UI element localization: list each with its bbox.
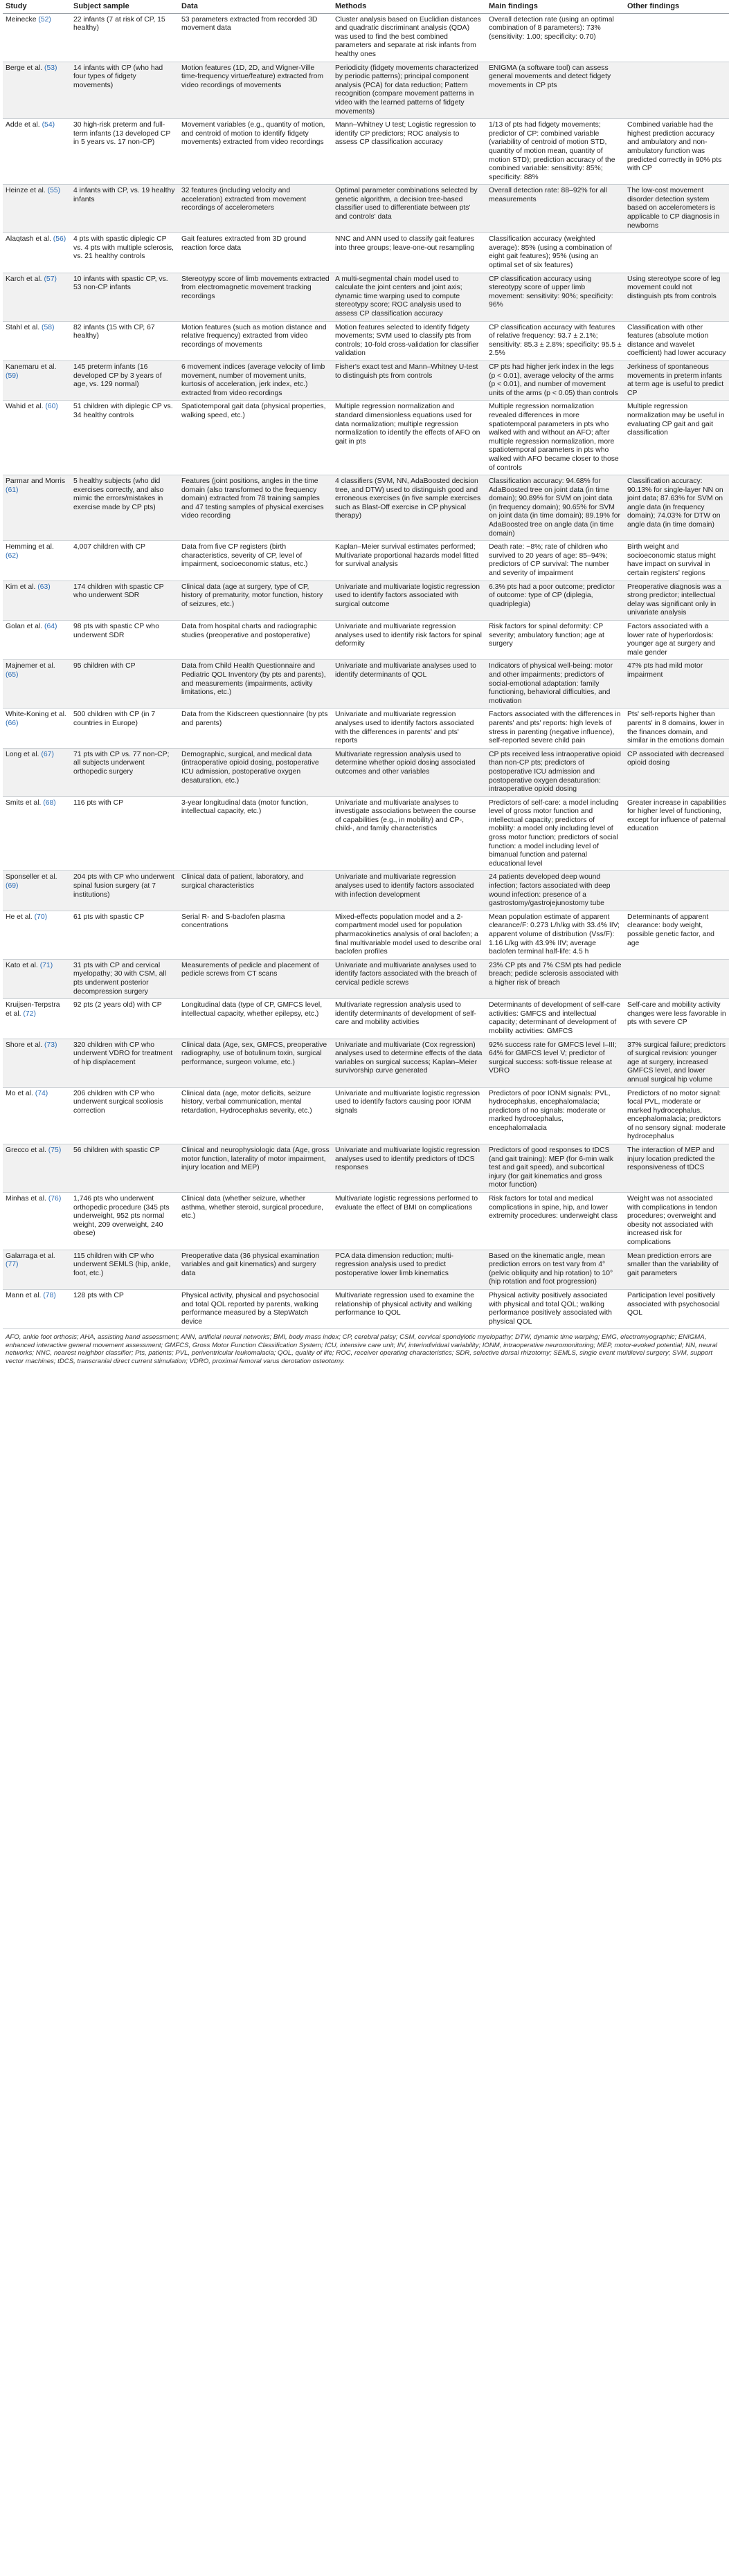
table-row <box>3 13 729 62</box>
study-name: Grecco et al. <box>6 1147 46 1155</box>
reference-link[interactable]: (53) <box>44 64 57 72</box>
cell-main-findings: Determinants of development of self-care activities: GMFCS and intellectual capacity; determinant of development of mobility activities: GMFCS <box>486 999 624 1039</box>
cell-data: Clinical data (age at surgery, type of CP, history of prematurity, motor function, history of seizures, etc.) <box>179 581 332 620</box>
cell-main-findings: 24 patients developed deep wound infection; factors associated with deep wound infection: presence of a gastrostomy/gastrojejunostomy tube <box>486 871 624 911</box>
table-row <box>3 911 729 959</box>
study-name: Hemming et al. <box>6 543 54 551</box>
study-name: Golan et al. <box>6 623 43 630</box>
cell-study <box>3 321 71 360</box>
cell-methods: Cluster analysis based on Euclidian distances and quadratic discriminant analysis (QDA) was used to find the best combined parameters and separate at risk infants from healthy ones <box>332 13 486 62</box>
cell-other-findings: Predictors of no motor signal: focal PVL, moderate or marked hydrocephalus, encephalomalacia; predictors of no sensory signal: moderate hydrocephalus <box>624 1087 729 1144</box>
cell-main-findings: Classification accuracy (weighted average): 85% (using a combination of eight gait features); 95% (using an optimal set of six features) <box>486 233 624 273</box>
cell-subject-sample: 320 children with CP who underwent VDRO for treatment of hip displacement <box>71 1039 179 1087</box>
cell-data: Motion features (such as motion distance and relative frequency) extracted from video recordings of movements <box>179 321 332 360</box>
reference-link[interactable]: (77) <box>6 1261 19 1269</box>
cell-methods: PCA data dimension reduction; multi-regression analysis used to predict postoperative lower limb kinematics <box>332 1250 486 1289</box>
cell-methods: Periodicity (fidgety movements characterized by periodic patterns); principal component analysis (PCA) for data reduction; Pattern recognition (compare movement patterns in video with the learned patterns of fidgety movements) <box>332 62 486 119</box>
cell-methods: Multivariate regression analysis used to identify determinants of development of self-care and mobility activities <box>332 999 486 1039</box>
cell-other-findings: Mean prediction errors are smaller than the variability of gait parameters <box>624 1250 729 1289</box>
cell-methods: Kaplan–Meier survival estimates performed; Multivariate proportional hazards model fitted for survival analysis <box>332 541 486 581</box>
table-row <box>3 185 729 233</box>
cell-main-findings: Risk factors for spinal deformity: CP severity; ambulatory function; age at surgery <box>486 621 624 660</box>
study-name: Stahl et al. <box>6 323 40 331</box>
cell-subject-sample: 82 infants (15 with CP, 67 healthy) <box>71 321 179 360</box>
cell-other-findings <box>624 871 729 911</box>
cell-study <box>3 1087 71 1144</box>
table-row <box>3 581 729 620</box>
study-name: Majnemer et al. <box>6 662 55 670</box>
cell-data: Stereotypy score of limb movements extracted from electromagnetic movement tracking recordings <box>179 273 332 321</box>
cell-study <box>3 1039 71 1087</box>
reference-link[interactable]: (74) <box>35 1089 48 1097</box>
cell-data: Data from Child Health Questionnaire and Pediatric QOL Inventory (by pts and parents), and measurements (impairments, activity limitations, etc.) <box>179 660 332 709</box>
study-name: Mann et al. <box>6 1291 42 1299</box>
table-row <box>3 959 729 998</box>
cell-other-findings: Multiple regression normalization may be useful in evaluating CP gait and gait classification <box>624 401 729 475</box>
cell-methods: A multi-segmental chain model used to calculate the joint centers and joint axis; dynamic time warping used to compute stereotypy score; ROC analysis used to assess CP classification accuracy <box>332 273 486 321</box>
cell-data: Data from the Kidscreen questionnaire (by pts and parents) <box>179 709 332 748</box>
cell-main-findings: ENIGMA (a software tool) can assess general movements and detect fidgety movements in CP pts <box>486 62 624 119</box>
study-name: Adde et al. <box>6 121 40 129</box>
cell-methods: Multivariate regression used to examine the relationship of physical activity and walking performance to QOL <box>332 1289 486 1328</box>
cell-subject-sample: 116 pts with CP <box>71 796 179 871</box>
cell-study <box>3 1289 71 1328</box>
table-row <box>3 1144 729 1193</box>
cell-subject-sample: 95 children with CP <box>71 660 179 709</box>
cell-study <box>3 273 71 321</box>
reference-link[interactable]: (72) <box>23 1010 36 1018</box>
table-row <box>3 709 729 748</box>
table-header-row <box>3 0 729 13</box>
cell-main-findings: CP classification accuracy using stereotypy score of upper limb movement: sensitivity: 90%; specificity: 96% <box>486 273 624 321</box>
cell-other-findings: The low-cost movement disorder detection system based on accelerometers is applicable to CP diagnosis in newborns <box>624 185 729 233</box>
reference-link[interactable]: (73) <box>44 1041 57 1049</box>
cell-main-findings: Physical activity positively associated with physical and total QOL; walking performance positively associated with physical QOL <box>486 1289 624 1328</box>
study-name: Sponseller et al. <box>6 873 57 881</box>
cell-main-findings: Predictors of poor IONM signals: PVL, hydrocephalus, encephalomalacia; predictors of no signals: moderate or marked hydrocephalus, encephalomalacia <box>486 1087 624 1144</box>
cell-other-findings: 37% surgical failure; predictors of surgical revision: younger age at surgery, increased GMFCS level, and lower annual surgical hip volume <box>624 1039 729 1087</box>
cell-study <box>3 401 71 475</box>
table-row <box>3 541 729 581</box>
cell-study <box>3 119 71 185</box>
cell-subject-sample: 4 infants with CP, vs. 19 healthy infants <box>71 185 179 233</box>
cell-data: Clinical data of patient, laboratory, and surgical characteristics <box>179 871 332 911</box>
reference-link[interactable]: (75) <box>48 1147 62 1155</box>
cell-data: Clinical and neurophysiologic data (Age, gross motor function, laterality of motor impairment, injury location and MEP) <box>179 1144 332 1193</box>
cell-other-findings: Jerkiness of spontaneous movements in preterm infants at term age is useful to predict CP <box>624 360 729 400</box>
cell-subject-sample: 4 pts with spastic diplegic CP vs. 4 pts with multiple sclerosis, vs. 21 healthy controls <box>71 233 179 273</box>
cell-data: Spatiotemporal gait data (physical properties, walking speed, etc.) <box>179 401 332 475</box>
cell-data: 3-year longitudinal data (motor function, intellectual capacity, etc.) <box>179 796 332 871</box>
cell-data: Features (joint positions, angles in the time domain (also transformed to the frequency domain) extracted from 78 training samples and 47 testing samples of physical exercises video recording <box>179 475 332 541</box>
study-name: Alaqtash et al. <box>6 235 51 244</box>
cell-subject-sample: 31 pts with CP and cervical myelopathy; 30 with CSM, all pts underwent posterior decompression surgery <box>71 959 179 998</box>
study-name: Berge et al. <box>6 64 43 72</box>
cell-subject-sample: 71 pts with CP vs. 77 non-CP; all subjects underwent orthopedic surgery <box>71 748 179 796</box>
study-name: Kruijsen-Terpstra et al. <box>6 1001 60 1018</box>
cell-main-findings: Multiple regression normalization revealed differences in more spatiotemporal parameters in pts who walked with and without an AFO; after multiple regression normalization, more spatiotemporal parameters in pts who walked with AFO became closer to those of controls <box>486 401 624 475</box>
cell-data: Clinical data (whether seizure, whether asthma, whether steroid, surgical procedure, etc.) <box>179 1193 332 1250</box>
cell-other-findings: 47% pts had mild motor impairment <box>624 660 729 709</box>
cell-other-findings: Using stereotype score of leg movement could not distinguish pts from controls <box>624 273 729 321</box>
cell-methods: Motion features selected to identify fidgety movements; SVM used to classify pts from controls; 10-fold cross-validation for classifier validation <box>332 321 486 360</box>
reference-link[interactable]: (68) <box>43 798 56 807</box>
reference-link[interactable]: (69) <box>6 882 19 890</box>
cell-main-findings: Overall detection rate (using an optimal combination of 8 parameters): 73% (sensitivity: 1.00; specificity: 0.70) <box>486 13 624 62</box>
study-name: Meinecke <box>6 15 37 24</box>
reference-link[interactable]: (63) <box>37 583 51 591</box>
cell-methods: Univariate and multivariate regression analyses used to identify factors associated with the differences in parents' and pts' reports <box>332 709 486 748</box>
table-row <box>3 119 729 185</box>
cell-other-findings: The interaction of MEP and injury location predicted the responsiveness of tDCS <box>624 1144 729 1193</box>
table-row <box>3 475 729 541</box>
cell-data: Demographic, surgical, and medical data (intraoperative opioid dosing, postoperative ICU admission, postoperative oxygen desaturation, etc.) <box>179 748 332 796</box>
reference-link[interactable]: (61) <box>6 486 19 494</box>
cell-other-findings: Self-care and mobility activity changes were less favorable in pts with severe CP <box>624 999 729 1039</box>
cell-main-findings: Based on the kinematic angle, mean prediction errors on test vary from 4° (pelvic obliquity and hip rotation) to 10° (hip rotation and foot progression) <box>486 1250 624 1289</box>
cell-subject-sample: 10 infants with spastic CP, vs. 53 non-CP infants <box>71 273 179 321</box>
table-row <box>3 999 729 1039</box>
cell-methods: Univariate and multivariate regression analyses used to identify factors associated with infection development <box>332 871 486 911</box>
cell-data: Data from hospital charts and radiographic studies (preoperative and postoperative) <box>179 621 332 660</box>
cell-study <box>3 185 71 233</box>
cell-main-findings: Mean population estimate of apparent clearance/F: 0.273 L/h/kg with 33.4% IIV; apparent volume of distribution (Vss/F): 1.16 L/kg with 43.9% IIV; average baclofen terminal half-life: 4.5 h <box>486 911 624 959</box>
table-row <box>3 1193 729 1250</box>
cell-main-findings: 6.3% pts had a poor outcome; predictor of outcome: type of CP (diplegia, quadriplegia) <box>486 581 624 620</box>
cell-methods: NNC and ANN used to classify gait features into three groups; leave-one-out resampling <box>332 233 486 273</box>
cell-main-findings: Predictors of good responses to tDCS (and gait training): MEP (for 6-min walk test and gait speed), and subcortical injury (for gait kinematics and gross motor function) <box>486 1144 624 1193</box>
table-row <box>3 233 729 273</box>
cell-methods: Mixed-effects population model and a 2-compartment model used for population pharmacokinetics analysis of oral baclofen; a final multivariable model used to describe oral baclofen profiles <box>332 911 486 959</box>
study-name: Kato et al. <box>6 961 38 969</box>
reference-link[interactable]: (65) <box>6 670 19 679</box>
table-row <box>3 796 729 871</box>
cell-other-findings: CP associated with decreased opioid dosing <box>624 748 729 796</box>
cell-subject-sample: 145 preterm infants (16 developed CP by 3 years of age, vs. 129 normal) <box>71 360 179 400</box>
header-methods: Methods <box>332 0 486 13</box>
reference-link[interactable]: (67) <box>41 750 54 758</box>
study-name: Galarraga et al. <box>6 1252 55 1260</box>
study-name: Parmar and Morris <box>6 477 66 486</box>
cell-study <box>3 959 71 998</box>
reference-link[interactable]: (57) <box>44 275 57 283</box>
study-name: White-Koning et al. <box>6 711 66 719</box>
cell-methods: Univariate and multivariate logistic regression used to identify factors associated with surgical outcome <box>332 581 486 620</box>
cell-subject-sample: 98 pts with spastic CP who underwent SDR <box>71 621 179 660</box>
cell-subject-sample: 4,007 children with CP <box>71 541 179 581</box>
study-name: Mo et al. <box>6 1089 33 1097</box>
cell-main-findings: CP classification accuracy with features of relative frequency: 93.7 ± 2.1%; sensitivity: 85.3 ± 2.8%; specificity: 95.5 ± 2.5% <box>486 321 624 360</box>
cell-other-findings: Determinants of apparent clearance: body weight, possible genetic factor, and age <box>624 911 729 959</box>
table-row <box>3 1250 729 1289</box>
cell-data: Movement variables (e.g., quantity of motion, and centroid of motion to identify fidgety movements) extracted from video recordings <box>179 119 332 185</box>
cell-subject-sample: 128 pts with CP <box>71 1289 179 1328</box>
cell-other-findings: Weight was not associated with complications in tendon procedures; overweight and obesity not associated with increased risk for complications <box>624 1193 729 1250</box>
abbreviations-footnote: AFO, ankle foot orthosis; AHA, assisting hand assessment; ANN, artificial neural networks; BMI, body mass index; CP, cerebral palsy; CSM, cervical spondylotic myelopathy; DTW, dynamic time warping; EMG, electromyographic; ENIGMA, enhanced interactive general movement assessment; GMFCS, Gross Motor Function Classification System; ICU, intensive care unit; IIV, interindividual variability; IONM, intraoperative neuromonitoring; MEP, motor-evoked potential; NN, neural networks; NNC, nearest neighbor classifier; Pts, patients; PVL, periventricular leukomalacia; QOL, quality of life; ROC, receiver operating characteristics; SDR, selective dorsal rhizotomy; SEMLS, single event multilevel surgery; SVM, support vector machines; tDCS, transcranial direct current stimulation; VDRO, proximal femoral varus derotation osteotomy. <box>6 1333 718 1365</box>
cell-data: 53 parameters extracted from recorded 3D movement data <box>179 13 332 62</box>
cell-methods: Univariate and multivariate (Cox regression) analyses used to determine effects of the data variables on surgical success; Kaplan–Meier survivorship curve generated <box>332 1039 486 1087</box>
cell-methods: Univariate and multivariate regression analyses used to identify risk factors for spinal deformity <box>332 621 486 660</box>
cell-main-findings: Predictors of self-care: a model including level of gross motor function and intellectual capacity; predictors of mobility: a model only including level of gross motor function; predictors of social function: a model including level of bimanual function and paternal educational level <box>486 796 624 871</box>
header-study: Study <box>3 0 71 13</box>
header-main-findings: Main findings <box>486 0 624 13</box>
cell-study <box>3 999 71 1039</box>
cell-methods: Multivariate regression analysis used to determine whether opioid dosing associated outcomes and other variables <box>332 748 486 796</box>
reference-link[interactable]: (60) <box>45 403 58 411</box>
cell-other-findings <box>624 959 729 998</box>
cell-study <box>3 475 71 541</box>
cell-main-findings: Factors associated with the differences in parents' and pts' reports: high levels of stress in parenting (negative influence), self-reported severe child pain <box>486 709 624 748</box>
cell-other-findings <box>624 62 729 119</box>
reference-link[interactable]: (56) <box>53 235 66 244</box>
study-name: Minhas et al. <box>6 1195 46 1203</box>
cell-data: Gait features extracted from 3D ground reaction force data <box>179 233 332 273</box>
cell-methods: Optimal parameter combinations selected by genetic algorithm, a decision tree-based classifier used to differentiate between pts' and controls' data <box>332 185 486 233</box>
cell-data: Motion features (1D, 2D, and Wigner-Ville time-frequency virtue/feature) extracted from video recordings of movements <box>179 62 332 119</box>
cell-main-findings: 23% CP pts and 7% CSM pts had pedicle breach; pedicle sclerosis associated with a higher risk of breach <box>486 959 624 998</box>
cell-study <box>3 541 71 581</box>
cell-subject-sample: 14 infants with CP (who had four types of fidgety movements) <box>71 62 179 119</box>
cell-main-findings: Indicators of physical well-being: motor and other impairments; predictors of social-emotional adaptation: family functioning, behavioral difficulties, and motivation <box>486 660 624 709</box>
reference-link[interactable]: (71) <box>39 961 53 969</box>
studies-table <box>3 0 729 1329</box>
reference-link[interactable]: (54) <box>42 121 55 129</box>
cell-other-findings: Greater increase in capabilities for higher level of functioning, except for influence of paternal education <box>624 796 729 871</box>
table-row <box>3 748 729 796</box>
cell-subject-sample: 22 infants (7 at risk of CP, 15 healthy) <box>71 13 179 62</box>
cell-methods: Mann–Whitney U test; Logistic regression to identify CP predictors; ROC analysis to assess CP classification accuracy <box>332 119 486 185</box>
header-subject-sample: Subject sample <box>71 0 179 13</box>
cell-data: Measurements of pedicle and placement of pedicle screws from CT scans <box>179 959 332 998</box>
cell-main-findings: 92% success rate for GMFCS level I–III; 64% for GMFCS level V; predictor of surgical success: soft-tissue release at VDRO <box>486 1039 624 1087</box>
cell-other-findings: Classification with other features (absolute motion distance and wavelet coefficient) had lower accuracy <box>624 321 729 360</box>
cell-study <box>3 660 71 709</box>
cell-main-findings: CP pts received less intraoperative opioid than non-CP pts; predictors of postoperative ICU admission and postoperative oxygen desaturation: intraoperative opioid dosing <box>486 748 624 796</box>
cell-study <box>3 360 71 400</box>
reference-link[interactable]: (55) <box>47 187 61 195</box>
table-row <box>3 401 729 475</box>
cell-other-findings: Participation level positively associated with psychosocial QOL <box>624 1289 729 1328</box>
cell-methods: 4 classifiers (SVM, NN, AdaBoosted decision tree, and DTW) used to distinguish good and erroneous exercises (in five sample exercises such as Blast-Off exercise in CP physical therapy) <box>332 475 486 541</box>
cell-main-findings: Risk factors for total and medical complications in spine, hip, and lower extremity procedures: underweight class <box>486 1193 624 1250</box>
table-row <box>3 321 729 360</box>
reference-link[interactable]: (59) <box>6 372 19 380</box>
cell-subject-sample: 30 high-risk preterm and full-term infants (13 developed CP in 5 years vs. 17 non-CP) <box>71 119 179 185</box>
cell-data: Longitudinal data (type of CP, GMFCS level, intellectual capacity, whether epilepsy, etc.) <box>179 999 332 1039</box>
cell-study <box>3 1250 71 1289</box>
cell-data: Preoperative data (36 physical examination variables and gait kinematics) and surgery data <box>179 1250 332 1289</box>
reference-link[interactable]: (62) <box>6 551 19 560</box>
cell-data: Physical activity, physical and psychosocial and total QOL reported by parents, walking performance measured by a StepWatch device <box>179 1289 332 1328</box>
cell-methods: Univariate and multivariate analyses to investigate associations between the course of capabilities (e.g., in mobility) and CP-, child-, and family characteristics <box>332 796 486 871</box>
cell-main-findings: Classification accuracy: 94.68% for AdaBoosted tree on joint data (in time domain); 90.89% for SVM on joint data (in frequency domain); 90.65% for SVM on joint data (in time domain); 89.19% for AdaBoosted tree on angle data (in time domain) <box>486 475 624 541</box>
study-name: He et al. <box>6 913 33 921</box>
table-row <box>3 1087 729 1144</box>
cell-subject-sample: 5 healthy subjects (who did exercises correctly, and also mimic the errors/mistakes in exercise made by CP pts) <box>71 475 179 541</box>
cell-subject-sample: 174 children with spastic CP who underwent SDR <box>71 581 179 620</box>
reference-link[interactable]: (64) <box>44 623 57 630</box>
cell-subject-sample: 56 children with spastic CP <box>71 1144 179 1193</box>
cell-main-findings: Death rate: ~8%; rate of children who survived to 20 years of age: 85–94%; predictors of CP survival: The number and severity of impairment <box>486 541 624 581</box>
cell-other-findings: Classification accuracy: 90.13% for single-layer NN on joint data; 87.63% for SVM on angle data (in frequency domain); 74.03% for DTW on angle data (in time domain) <box>624 475 729 541</box>
cell-main-findings: CP pts had higher jerk index in the legs (p < 0.01), average velocity of the arms (p < 0.01), and number of movement units of the arms (p < 0.05) than controls <box>486 360 624 400</box>
study-name: Kanemaru et al. <box>6 363 57 371</box>
header-data: Data <box>179 0 332 13</box>
table-row <box>3 360 729 400</box>
cell-other-findings: Preoperative diagnosis was a strong predictor; intellectual delay was significant only in univariate analysis <box>624 581 729 620</box>
cell-methods: Multivariate logistic regressions performed to evaluate the effect of BMI on complications <box>332 1193 486 1250</box>
reference-link[interactable]: (76) <box>48 1195 62 1203</box>
cell-study <box>3 621 71 660</box>
cell-methods: Univariate and multivariate logistic regression analyses used to identify predictors of tDCS responses <box>332 1144 486 1193</box>
cell-data: Clinical data (Age, sex, GMFCS, preoperative radiography, use of botulinum toxin, surgical performance, surgeon volume, etc.) <box>179 1039 332 1087</box>
study-name: Wahid et al. <box>6 403 44 411</box>
cell-study <box>3 62 71 119</box>
table-row <box>3 273 729 321</box>
reference-link[interactable]: (70) <box>34 913 48 921</box>
cell-data: 6 movement indices (average velocity of limb movement, number of movement units, kurtosis of acceleration, jerk index, etc.) extracted from video recordings <box>179 360 332 400</box>
cell-methods: Multiple regression normalization and standard dimensionless equations used for data normalization; multiple regression normalization to identify the effects of AFO on gait in pts <box>332 401 486 475</box>
cell-study <box>3 748 71 796</box>
study-name: Heinze et al. <box>6 187 46 195</box>
cell-data: Data from five CP registers (birth characteristics, severity of CP, level of impairment, socioeconomic status, etc.) <box>179 541 332 581</box>
cell-study <box>3 581 71 620</box>
cell-methods: Univariate and multivariate logistic regression used to identify factors causing poor IONM signals <box>332 1087 486 1144</box>
study-name: Long et al. <box>6 750 39 758</box>
study-name: Shore et al. <box>6 1041 43 1049</box>
cell-subject-sample: 92 pts (2 years old) with CP <box>71 999 179 1039</box>
cell-study <box>3 709 71 748</box>
cell-data: Serial R- and S-baclofen plasma concentrations <box>179 911 332 959</box>
table-row <box>3 1289 729 1328</box>
study-name: Kim et al. <box>6 583 36 591</box>
cell-subject-sample: 115 children with CP who underwent SEMLS (hip, ankle, foot, etc.) <box>71 1250 179 1289</box>
cell-study <box>3 1144 71 1193</box>
table-row <box>3 871 729 911</box>
cell-other-findings <box>624 233 729 273</box>
table-body <box>3 13 729 1329</box>
cell-subject-sample: 204 pts with CP who underwent spinal fusion surgery (at 7 institutions) <box>71 871 179 911</box>
cell-study <box>3 13 71 62</box>
cell-other-findings: Birth weight and socioeconomic status might have impact on survival in certain registers' regions <box>624 541 729 581</box>
cell-subject-sample: 61 pts with spastic CP <box>71 911 179 959</box>
cell-other-findings: Combined variable had the highest prediction accuracy and ambulatory and non-ambulatory function was predicted correctly in 90% pts with CP <box>624 119 729 185</box>
cell-methods: Univariate and multivariate analyses used to identify factors associated with the breach of cervical pedicle screws <box>332 959 486 998</box>
header-other-findings: Other findings <box>624 0 729 13</box>
table-row <box>3 1039 729 1087</box>
cell-other-findings: Pts' self-reports higher than parents' in 8 domains, lower in the finances domain, and similar in the emotions domain <box>624 709 729 748</box>
cell-data: Clinical data (age, motor deficits, seizure history, verbal communication, mental retardation, Hydrocephalus severity, etc.) <box>179 1087 332 1144</box>
cell-subject-sample: 206 children with CP who underwent surgical scoliosis correction <box>71 1087 179 1144</box>
reference-link[interactable]: (58) <box>42 323 55 331</box>
table-row <box>3 660 729 709</box>
cell-other-findings: Factors associated with a lower rate of hyperlordosis: younger age at surgery and male gender <box>624 621 729 660</box>
cell-methods: Fisher's exact test and Mann–Whitney U-test to distinguish pts from controls <box>332 360 486 400</box>
reference-link[interactable]: (66) <box>6 719 19 727</box>
cell-main-findings: Overall detection rate: 88–92% for all measurements <box>486 185 624 233</box>
cell-data: 32 features (including velocity and acceleration) extracted from movement recordings of accelerometers <box>179 185 332 233</box>
cell-other-findings <box>624 13 729 62</box>
cell-methods: Univariate and multivariate analyses used to identify determinants of QOL <box>332 660 486 709</box>
reference-link[interactable]: (78) <box>43 1291 56 1299</box>
study-name: Karch et al. <box>6 275 42 283</box>
table-row <box>3 62 729 119</box>
study-name: Smits et al. <box>6 798 42 807</box>
cell-study <box>3 233 71 273</box>
table-row <box>3 621 729 660</box>
cell-subject-sample: 1,746 pts who underwent orthopedic procedure (345 pts underweight, 952 pts normal weight, 209 overweight, 240 obese) <box>71 1193 179 1250</box>
cell-main-findings: 1/13 of pts had fidgety movements; predictor of CP: combined variable (variability of centroid of motion STD, quantity of motion mean, quantity of motion STD); prediction accuracy of the combined variable: sensitivity: 85%; specificity: 88% <box>486 119 624 185</box>
cell-subject-sample: 500 children with CP (in 7 countries in Europe) <box>71 709 179 748</box>
cell-study <box>3 911 71 959</box>
reference-link[interactable]: (52) <box>38 15 51 24</box>
cell-subject-sample: 51 children with diplegic CP vs. 34 healthy controls <box>71 401 179 475</box>
cell-study <box>3 1193 71 1250</box>
cell-study <box>3 796 71 871</box>
cell-study <box>3 871 71 911</box>
